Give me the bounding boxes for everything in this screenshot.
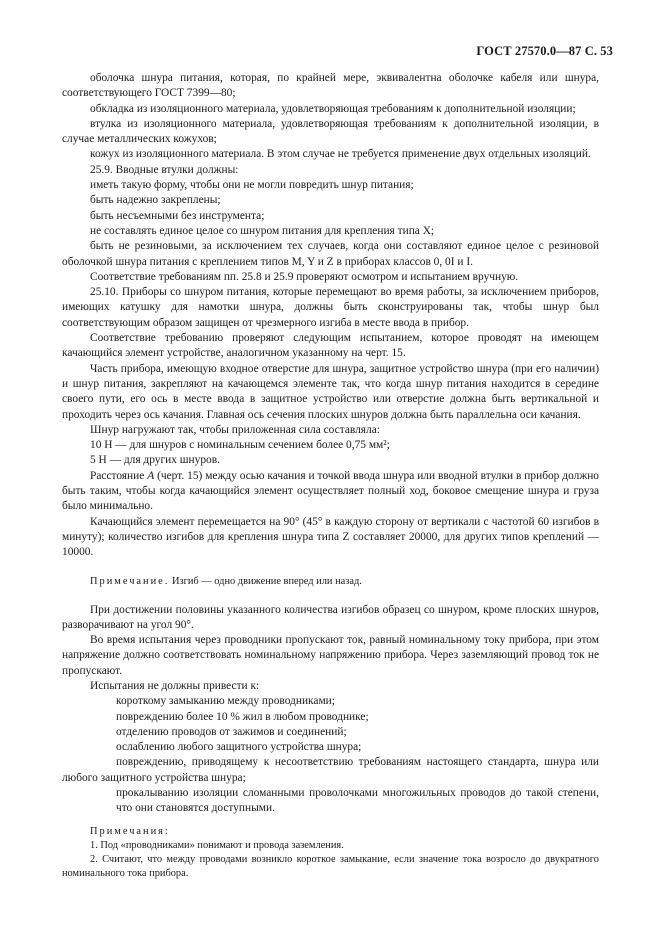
clause-25-9: 25.9. Вводные втулки должны: [90,163,239,176]
list-item: быть надежно закреплены; [90,194,221,207]
list-item: повреждению более 10 % жил в любом проводнике; [116,710,369,723]
paragraph [62,469,599,515]
list-item: ослаблению любого защитного устройства шнура; [116,741,362,754]
page-header: ГОСТ 27570.0—87 С. 53 [476,44,613,58]
paragraph: втулка из изоляционного материала, удовлетворяющая требованиям к дополнительной изоляции, в случае металлических кожухов; [62,117,599,146]
list-item: иметь такую форму, чтобы они не могли повредить шнур питания; [90,179,414,192]
paragraph: кожух из изоляционного материала. В этом случае не требуется применение двух отдельных изоляций. [90,148,591,161]
text-run-italic: А [147,469,155,482]
paragraph: Шнур нагружают так, чтобы приложенная сила составляла: [90,423,380,436]
list-item: 10 Н — для шнуров с номинальным сечением более 0,75 мм²; [90,439,390,452]
list-item: короткому замыканию между проводниками; [116,695,335,708]
list-item: быть не резиновыми, за исключением тех случаев, когда они составляют единое целое с резиновой оболочкой шнура питания с креплением типов M, Y и Z в приборах классов 0, 0I и I. [62,240,599,268]
list-item: прокалыванию изоляции сломанными проволочками многожильных проводов до такой степени, что они становятся доступными. [116,787,599,815]
document-body [62,71,599,881]
paragraph: Качающийся элемент перемещается на 90° (45° в каждую сторону от вертикали с частотой 60 изгибов в минуту); количество изгибов для крепления шнура типа Z составляет 20000, для других типов креплений — 10000. [62,515,599,559]
clause-25-10: 25.10. Приборы со шнуром питания, которые перемещают во время работы, за исключением приборов, имеющих катушку для намотки шнура, должны быть сконструированы так, чтобы шнур был соответствующим образом защищен от чрезмерного изгиба в месте ввода в прибор. [62,286,599,329]
text-run: (черт. 15) между осью качания и точкой ввода шнура или вводной втулки в прибор должно быть таким, чтобы когда качающийся элемент осуществляет полный ход, боковое смещение шнура и груза было минимально. [62,469,599,513]
paragraph: Часть прибора, имеющую входное отверстие для шнура, защитное устройство шнура (при его наличии) и шнур питания, закрепляют на качающемся элементе так, что когда шнур питания находится в середине своего пути, его ось в месте ввода в защитное устройство или отверстие должна быть вертикальной и проходить через ось качания. Главная ось сечения плоских шнуров должна быть параллельна оси качания. [62,362,599,421]
note: 2. Считают, что между проводами возникло короткое замыкание, если значение тока возросло до двукратного номинального тока прибора. [62,853,599,879]
list-item: повреждению, приводящему к несоответствию требованиям настоящего стандарта, шнура или любого защитного устройства шнура; [62,756,599,784]
list-item: 5 Н — для других шнуров. [90,454,220,467]
list-item: не составлять единое целое со шнуром питания для крепления типа X; [90,224,435,237]
paragraph: Соответствие требованиям пп. 25.8 и 25.9 проверяют осмотром и испытанием вручную. [90,270,519,283]
note: 1. Под «проводниками» понимают и провода заземления. [90,839,344,851]
list-item: быть несъемными без инструмента; [90,209,265,222]
note-text: Изгиб — одно движение вперед или назад. [169,575,362,587]
paragraph: Испытания не должны привести к: [90,679,260,692]
note-label: Примечание. [90,575,170,587]
paragraph: оболочка шнура питания, которая, по крайней мере, эквивалентна оболочке кабеля или шнура, соответствующего ГОСТ 7399—80; [62,72,599,100]
text-run: Расстояние [90,469,148,482]
note [62,575,599,589]
paragraph: Во время испытания через проводники пропускают ток, равный номинальному току прибора, при этом напряжение должно соответствовать номинальному напряжению прибора. Через заземляющий провод ток не пропускают. [62,634,599,677]
notes-label: Примечания: [90,825,170,837]
paragraph: При достижении половины указанного количества изгибов образец со шнуром, кроме плоских шнуров, разворачивают на угол 90°. [62,603,599,631]
list-item: отделению проводов от зажимов и соединений; [116,725,347,738]
paragraph: обкладка из изоляционного материала, удовлетворяющая требованиям к дополнительной изоляции; [90,102,576,115]
paragraph: Соответствие требованию проверяют следующим испытанием, которое проводят на имеющем качающийся элемент устройстве, аналогичном указанному на черт. 15. [62,332,599,360]
